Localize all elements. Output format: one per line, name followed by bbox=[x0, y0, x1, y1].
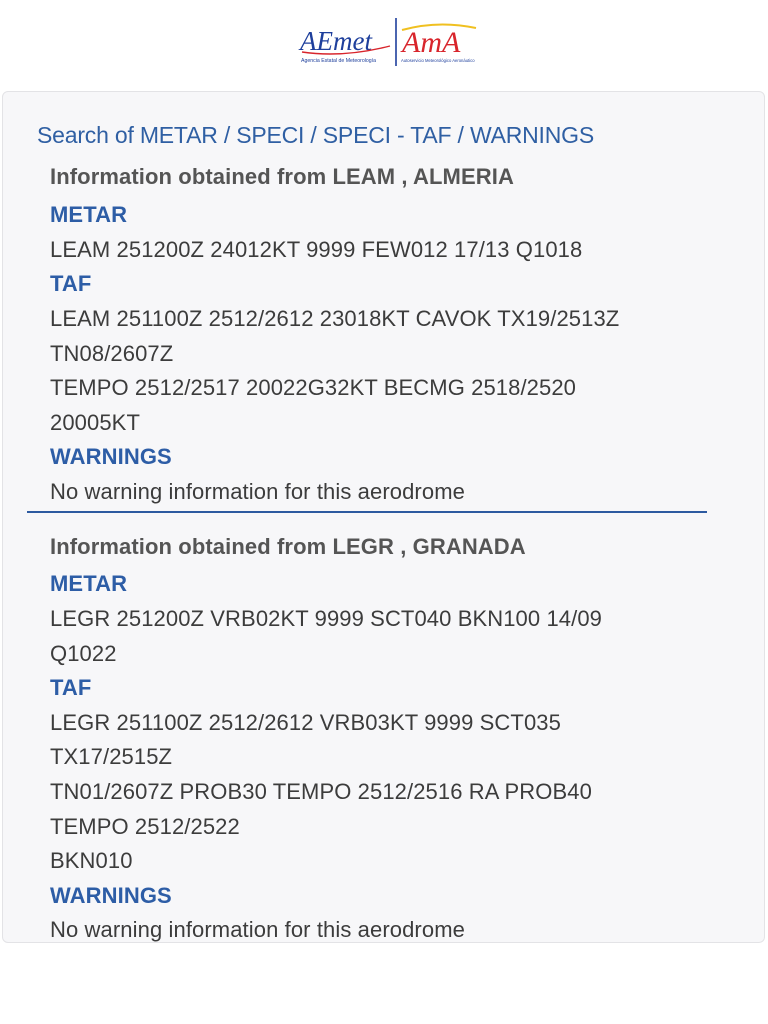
svg-text:AmA: AmA bbox=[402, 26, 461, 59]
svg-text:Agencia Estatal de Meteorologí: Agencia Estatal de Meteorología bbox=[301, 58, 376, 64]
metar-line: LEGR 251200Z VRB02KT 9999 SCT040 BKN100 14/09 bbox=[50, 606, 602, 631]
warnings-text: No warning information for this aerodrome bbox=[50, 917, 465, 942]
aerodrome-divider bbox=[27, 511, 707, 513]
taf-line: TN01/2607Z PROB30 TEMPO 2512/2516 RA PROB40 bbox=[50, 779, 592, 804]
taf-line: BKN010 bbox=[50, 848, 133, 873]
section-taf: TAF bbox=[50, 271, 92, 296]
svg-text:AEmet: AEmet bbox=[300, 26, 372, 56]
section-metar: METAR bbox=[50, 202, 128, 227]
app-header bbox=[0, 0, 768, 90]
taf-line: LEAM 251100Z 2512/2612 23018KT CAVOK TX19/2513Z bbox=[50, 306, 620, 331]
warnings-text: No warning information for this aerodrome bbox=[50, 479, 465, 504]
section-metar: METAR bbox=[50, 571, 128, 596]
section-taf: TAF bbox=[50, 675, 92, 700]
taf-line: TN08/2607Z bbox=[50, 341, 174, 366]
taf-line: TEMPO 2512/2517 20022G32KT BECMG 2518/2520 bbox=[50, 375, 577, 400]
metar-line: LEAM 251200Z 24012KT 9999 FEW012 17/13 Q1018 bbox=[50, 237, 583, 262]
aerodrome-info-legr: Information obtained from LEGR , GRANADA bbox=[50, 534, 526, 559]
taf-line: 20005KT bbox=[50, 410, 140, 435]
taf-line: LEGR 251100Z 2512/2612 VRB03KT 9999 SCT035 bbox=[50, 710, 561, 735]
metar-line: Q1022 bbox=[50, 641, 117, 666]
results-card bbox=[2, 91, 765, 943]
taf-line: TX17/2515Z bbox=[50, 744, 173, 769]
section-warnings: WARNINGS bbox=[50, 883, 172, 908]
page-bottom-area bbox=[0, 943, 768, 1024]
svg-text:Autoservicio Meteorológico Aer: Autoservicio Meteorológico Aeronáutico bbox=[401, 58, 475, 63]
taf-line: TEMPO 2512/2522 bbox=[50, 814, 240, 839]
aerodrome-info-leam: Information obtained from LEAM , ALMERIA bbox=[50, 164, 514, 189]
search-title: Search of METAR / SPECI / SPECI - TAF / WARNINGS bbox=[37, 122, 594, 148]
section-warnings: WARNINGS bbox=[50, 444, 172, 469]
aemet-ama-logo bbox=[298, 14, 482, 70]
